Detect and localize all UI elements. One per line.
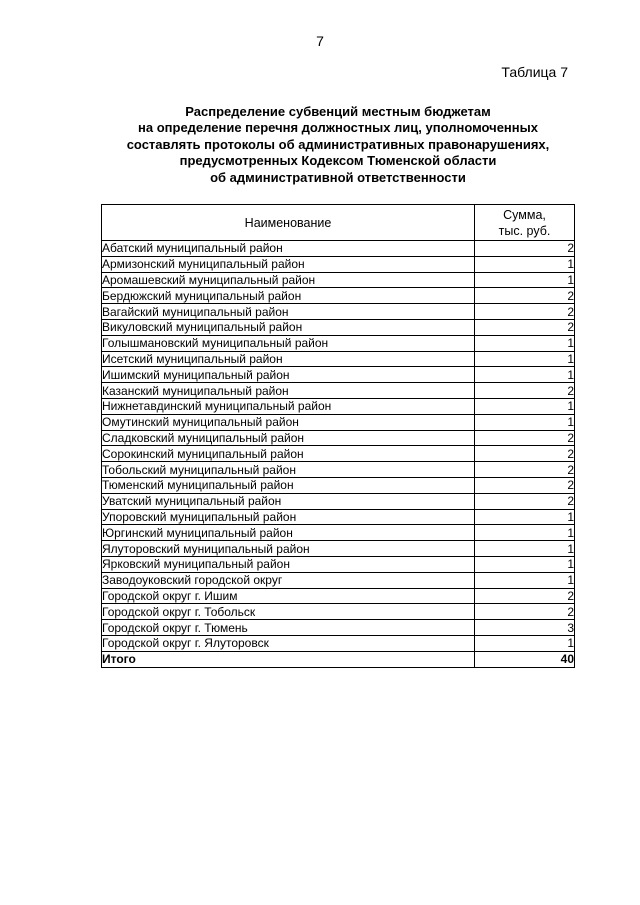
table-row (102, 446, 575, 462)
title-line: Распределение субвенций местным бюджетам (185, 104, 491, 119)
table-row (102, 335, 575, 351)
title-line: предусмотренных Кодексом Тюменской области (179, 153, 497, 169)
row-name: Нижнетавдинский муниципальный район (102, 398, 475, 414)
row-value: 2 (475, 319, 575, 335)
row-value: 2 (475, 462, 575, 478)
row-value: 1 (475, 541, 575, 557)
table-row (102, 572, 575, 588)
row-name: Городской округ г. Ялуторовск (102, 635, 475, 651)
table-row (102, 462, 575, 478)
table-row (102, 351, 575, 367)
row-name: Сорокинский муниципальный район (102, 446, 475, 462)
total-row (102, 651, 575, 667)
table-row (102, 477, 575, 493)
row-value: 1 (475, 367, 575, 383)
row-name: Казанский муниципальный район (102, 383, 475, 399)
row-name: Тюменский муниципальный район (102, 477, 475, 493)
row-name: Уватский муниципальный район (102, 493, 475, 509)
row-name: Бердюжский муниципальный район (102, 288, 475, 304)
table-row (102, 620, 575, 636)
row-value: 1 (475, 509, 575, 525)
row-name: Викуловский муниципальный район (102, 319, 475, 335)
table-row (102, 541, 575, 557)
row-value: 1 (475, 256, 575, 272)
table-row (102, 241, 575, 257)
table-row (102, 398, 575, 414)
header-sum-line1: Сумма, (503, 207, 546, 222)
row-value: 1 (475, 335, 575, 351)
row-value: 1 (475, 525, 575, 541)
row-value: 2 (475, 241, 575, 257)
table-row (102, 509, 575, 525)
header-sum-line2: тыс. руб. (498, 223, 551, 238)
table-row (102, 635, 575, 651)
table-row (102, 414, 575, 430)
table-row (102, 556, 575, 572)
row-name: Тобольский муниципальный район (102, 462, 475, 478)
title-line: об административной ответственности (210, 169, 466, 185)
row-name: Абатский муниципальный район (102, 241, 475, 257)
row-name: Ярковский муниципальный район (102, 556, 475, 572)
row-value: 2 (475, 288, 575, 304)
row-value: 1 (475, 414, 575, 430)
row-value: 2 (475, 383, 575, 399)
row-value: 1 (475, 635, 575, 651)
table-row (102, 604, 575, 620)
row-value: 1 (475, 556, 575, 572)
row-name: Аромашевский муниципальный район (102, 272, 475, 288)
subvention-table (101, 204, 575, 668)
row-value: 2 (475, 477, 575, 493)
row-name: Ялуторовский муниципальный район (102, 541, 475, 557)
row-name: Упоровский муниципальный район (102, 509, 475, 525)
row-name: Ишимский муниципальный район (102, 367, 475, 383)
row-name: Городской округ г. Ишим (102, 588, 475, 604)
title-line: на определение перечня должностных лиц, уполномоченных (138, 120, 538, 136)
table-row (102, 525, 575, 541)
table-body (102, 241, 575, 652)
row-value: 2 (475, 604, 575, 620)
row-value: 1 (475, 272, 575, 288)
row-name: Омутинский муниципальный район (102, 414, 475, 430)
row-name: Городской округ г. Тюмень (102, 620, 475, 636)
table-label: Таблица 7 (501, 64, 568, 80)
row-value: 2 (475, 304, 575, 320)
document-title (60, 104, 616, 186)
table-row (102, 272, 575, 288)
row-name: Юргинский муниципальный район (102, 525, 475, 541)
row-name: Вагайский муниципальный район (102, 304, 475, 320)
header-name: Наименование (102, 205, 475, 241)
row-value: 1 (475, 398, 575, 414)
page-number: 7 (316, 33, 324, 49)
row-value: 2 (475, 493, 575, 509)
row-value: 1 (475, 351, 575, 367)
row-value: 2 (475, 430, 575, 446)
row-name: Сладковский муниципальный район (102, 430, 475, 446)
row-name: Голышмановский муниципальный район (102, 335, 475, 351)
table-row (102, 367, 575, 383)
table-row (102, 430, 575, 446)
table-row (102, 304, 575, 320)
table-header-row (102, 205, 575, 241)
row-value: 3 (475, 620, 575, 636)
header-sum (475, 205, 575, 241)
row-value: 2 (475, 446, 575, 462)
table-row (102, 288, 575, 304)
total-label: Итого (102, 651, 475, 667)
table-row (102, 588, 575, 604)
table-row (102, 493, 575, 509)
row-name: Исетский муниципальный район (102, 351, 475, 367)
title-line: составлять протоколы об административных правонарушениях, (126, 136, 550, 152)
row-name: Заводоуковский городской округ (102, 572, 475, 588)
total-value: 40 (475, 651, 575, 667)
row-name: Армизонский муниципальный район (102, 256, 475, 272)
row-name: Городской округ г. Тобольск (102, 604, 475, 620)
row-value: 1 (475, 572, 575, 588)
table-row (102, 319, 575, 335)
row-value: 2 (475, 588, 575, 604)
table-row (102, 256, 575, 272)
table-row (102, 383, 575, 399)
